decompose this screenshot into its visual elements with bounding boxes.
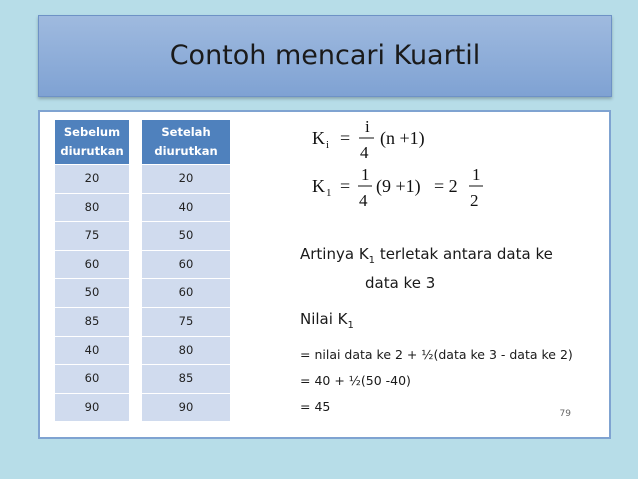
table-cell: 60 [55, 365, 129, 394]
table-cell: 60 [142, 250, 230, 279]
formula-num-i: i [365, 117, 370, 136]
quartile-formula [310, 112, 540, 222]
formula-den-4: 4 [359, 191, 368, 210]
text-subscript: 1 [368, 255, 376, 266]
table-cell: 60 [55, 250, 129, 279]
text-subscript: 1 [347, 320, 354, 331]
table-after-sorted [142, 120, 230, 421]
table-cell: 75 [55, 222, 129, 251]
formula-paren-n: (n +1) [380, 128, 425, 148]
table-cell: 20 [55, 165, 129, 194]
formula-den-4: 4 [360, 143, 369, 162]
text-part: Artinya K [300, 245, 369, 263]
table-after-header [142, 120, 230, 165]
explanation-line-1 [300, 245, 553, 266]
formula-frac-num: 1 [472, 165, 481, 184]
formula-num-1: 1 [361, 165, 370, 184]
table-cell: 75 [142, 307, 230, 336]
table-cell: 50 [142, 222, 230, 251]
text-part: terletak antara data ke [375, 245, 553, 263]
header-line-2: diurutkan [60, 144, 124, 158]
text-part: Nilai K [300, 310, 348, 328]
header-line-1: Sebelum [63, 125, 121, 139]
formula-k: K [312, 128, 325, 148]
formula-eq-2: = 2 [434, 176, 458, 196]
table-cell: 40 [55, 336, 129, 365]
formula-frac-den: 2 [470, 191, 479, 210]
formula-eq: = [340, 128, 351, 148]
header-line-2: diurutkan [154, 144, 218, 158]
table-cell: 60 [142, 279, 230, 308]
table-cell: 90 [55, 393, 129, 421]
formula-paren-9: (9 +1) [376, 176, 421, 196]
slide-number: 79 [559, 409, 571, 419]
table-cell: 90 [142, 393, 230, 421]
table-cell: 80 [55, 193, 129, 222]
table-cell: 20 [142, 165, 230, 194]
explanation-line-2: data ke 3 [365, 274, 436, 292]
formula-eq: = [340, 176, 351, 196]
table-cell: 50 [55, 279, 129, 308]
table-cell: 85 [142, 365, 230, 394]
calc-line-2: = 40 + ½(50 -40) [300, 373, 411, 388]
content-panel [38, 110, 611, 439]
table-before-sorted [55, 120, 129, 421]
table-cell: 85 [55, 307, 129, 336]
formula-sub-i: i [326, 139, 330, 151]
header-line-1: Setelah [161, 125, 211, 139]
table-cell: 80 [142, 336, 230, 365]
formula-sub-1: 1 [326, 187, 332, 199]
calc-line-1: = nilai data ke 2 + ½(data ke 3 - data ke 2) [300, 347, 573, 362]
calc-line-3: = 45 [300, 399, 331, 414]
nilai-k1-label [300, 310, 354, 331]
title-bar [38, 15, 612, 97]
formula-k: K [312, 176, 325, 196]
table-cell: 40 [142, 193, 230, 222]
slide-title: Contoh mencari Kuartil [169, 40, 481, 71]
table-before-header [55, 120, 129, 165]
